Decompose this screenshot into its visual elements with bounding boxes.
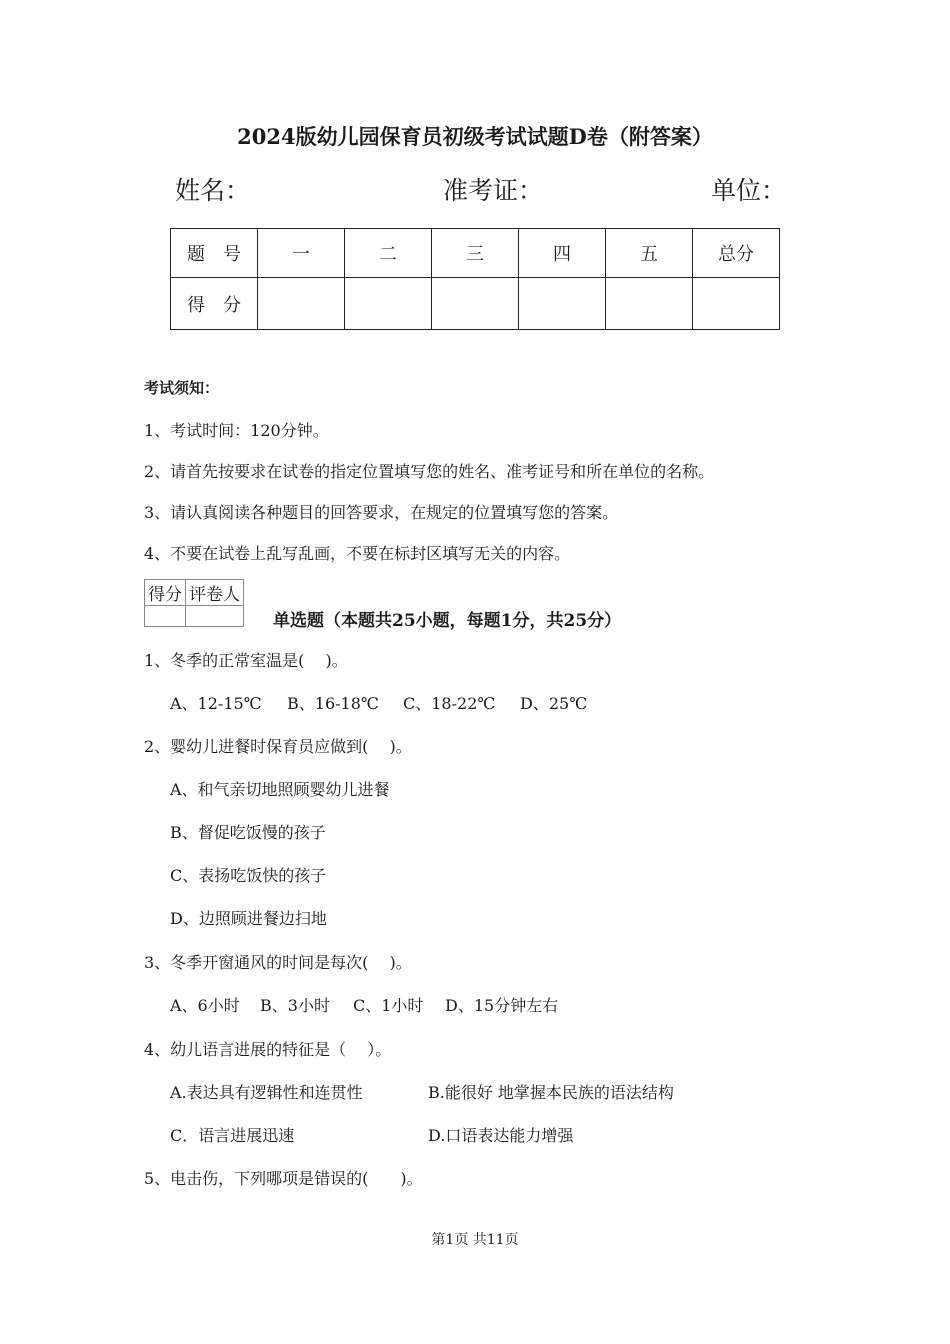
option-a: A、12-15℃ — [170, 694, 262, 713]
score-table — [170, 228, 780, 330]
option-d: D.口语表达能力增强 — [428, 1126, 574, 1145]
question-stem: 2、婴幼儿进餐时保育员应做到( )。 — [144, 737, 412, 756]
grader-score-cell[interactable] — [145, 606, 186, 627]
score-cell[interactable] — [345, 278, 432, 330]
option-d: D、边照顾进餐边扫地 — [170, 909, 327, 928]
score-table-header-cell: 五 — [606, 229, 693, 278]
score-table-header-cell: 题 号 — [171, 229, 258, 278]
score-cell[interactable] — [693, 278, 780, 330]
question-stem: 1、冬季的正常室温是( )。 — [144, 651, 348, 670]
option-a: A、和气亲切地照顾婴幼儿进餐 — [170, 780, 390, 799]
question-stem: 4、幼儿语言进展的特征是（ ）。 — [144, 1040, 392, 1059]
grader-name-label: 评卷人 — [186, 580, 244, 606]
exam-number-field-label: 准考证： — [443, 176, 544, 205]
score-cell[interactable] — [432, 278, 519, 330]
option-b: B、督促吃饭慢的孩子 — [170, 823, 326, 842]
option-c: C、表扬吃饭快的孩子 — [170, 866, 327, 885]
score-table-header-row — [171, 229, 780, 278]
notice-item: 2、请首先按要求在试卷的指定位置填写您的姓名、准考证号和所在单位的名称。 — [144, 462, 715, 481]
notice-item: 3、请认真阅读各种题目的回答要求，在规定的位置填写您的答案。 — [144, 503, 619, 522]
score-table-header-cell: 总分 — [693, 229, 780, 278]
question-stem: 3、冬季开窗通风的时间是每次( )。 — [144, 953, 412, 972]
score-cell[interactable] — [606, 278, 693, 330]
score-table-header-cell: 二 — [345, 229, 432, 278]
page-title: 2024版幼儿园保育员初级考试试题D卷（附答案） — [237, 124, 713, 149]
name-field-label: 姓名： — [175, 176, 251, 205]
page-footer: 第1页 共11页 — [431, 1232, 519, 1248]
option-a: A、6小时 — [170, 996, 240, 1015]
grader-score-label: 得分 — [145, 580, 186, 606]
notice-heading: 考试须知： — [144, 379, 220, 397]
score-row-label: 得 分 — [171, 278, 258, 330]
unit-field-label: 单位： — [711, 176, 787, 205]
option-b: B.能很好 地掌握本民族的语法结构 — [428, 1083, 674, 1102]
score-table-header-cell: 三 — [432, 229, 519, 278]
option-c: C、18-22℃ — [403, 694, 496, 713]
option-c: C．语言进展迅速 — [170, 1126, 295, 1145]
question-stem: 5、电击伤，下列哪项是错误的( )。 — [144, 1169, 423, 1188]
option-a: A.表达具有逻辑性和连贯性 — [170, 1083, 363, 1102]
grader-box — [144, 579, 244, 627]
notice-item: 4、不要在试卷上乱写乱画，不要在标封区填写无关的内容。 — [144, 544, 571, 563]
grader-name-cell[interactable] — [186, 606, 244, 627]
score-table-header-cell: 四 — [519, 229, 606, 278]
option-d: D、15分钟左右 — [445, 996, 559, 1015]
score-cell[interactable] — [519, 278, 606, 330]
score-cell[interactable] — [258, 278, 345, 330]
section-title: 单选题（本题共25小题，每题1分，共25分） — [273, 611, 622, 631]
option-c: C、1小时 — [353, 996, 424, 1015]
notice-item: 1、考试时间：120分钟。 — [144, 421, 329, 440]
score-table-score-row — [171, 278, 780, 330]
option-b: B、3小时 — [260, 996, 330, 1015]
option-d: D、25℃ — [520, 694, 588, 713]
option-b: B、16-18℃ — [287, 694, 379, 713]
score-table-header-cell: 一 — [258, 229, 345, 278]
